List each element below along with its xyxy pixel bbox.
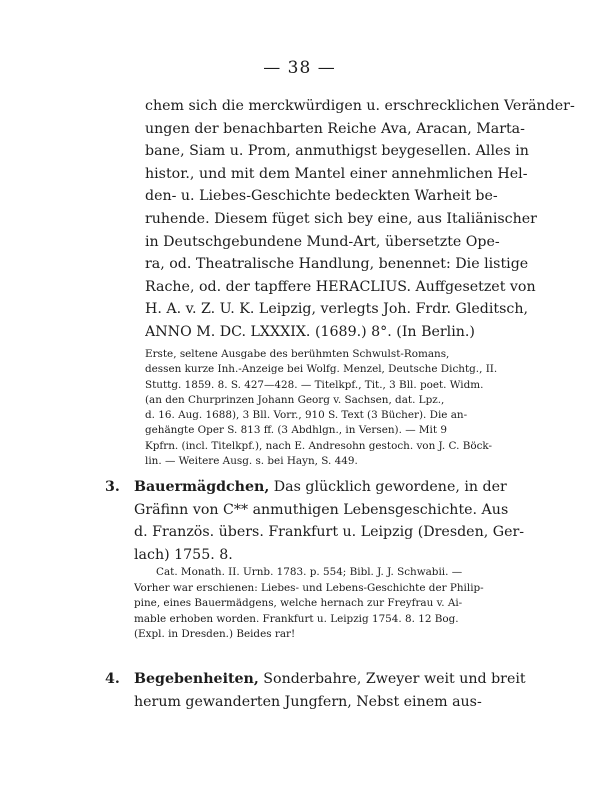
note-line: (Expl. in Dresden.) Beides rar!	[134, 628, 296, 641]
note-line: Vorher war erschienen: Liebes- und Lebens-Geschichte der Philip-	[134, 581, 484, 594]
note-line: gehängte Oper S. 813 ff. (3 Abdhlgn., in Versen). — Mit 9	[145, 424, 447, 437]
entry-line	[134, 668, 589, 691]
note-line: Stuttg. 1859. 8. S. 427—428. — Titelkpf., Tit., 3 Bll. poet. Widm.	[145, 378, 484, 391]
intro-line: bane, Siam u. Prom, anmuthigst beygesellen. Alles in	[145, 143, 529, 160]
entry-line: d. Französ. übers. Frankfurt u. Leipzig (Dresden, Ger-	[134, 524, 525, 541]
note-line: Kpfrn. (incl. Titelkpf.), nach E. Andresohn gestoch. von J. C. Böck-	[145, 439, 493, 452]
entry-line-text: Sonderbahre, Zweyer weit und breit	[258, 671, 526, 687]
note-line: (an den Churprinzen Johann Georg v. Sachsen, dat. Lpz.,	[145, 393, 445, 406]
entry-number: 4.	[105, 671, 120, 687]
entry-line-text: Das glücklich gewordene, in der	[269, 479, 507, 495]
entry-4-title	[134, 668, 589, 713]
intro-line: H. A. v. Z. U. K. Leipzig, verlegts Joh. Frdr. Gleditsch,	[145, 301, 528, 318]
note-line: lin. — Weitere Ausg. s. bei Hayn, S. 449.	[145, 455, 358, 468]
entry-3-title	[134, 476, 589, 566]
note-line: Cat. Monath. II. Urnb. 1783. p. 554; Bibl. J. J. Schwabii. —	[156, 566, 463, 578]
entry-line	[134, 476, 589, 499]
intro-note	[145, 347, 585, 469]
entry-line: lach) 1755. 8.	[134, 546, 233, 563]
intro-line: Rache, od. der tapffere HERACLIUS. Auffgesetzet von	[145, 278, 536, 295]
intro-line: chem sich die merckwürdigen u. erschrecklichen Veränder-	[145, 98, 575, 114]
intro-line: ruhende. Diesem füget sich bey eine, aus Italiänischer	[145, 210, 537, 227]
intro-paragraph	[145, 95, 585, 344]
intro-line: den- u. Liebes-Geschichte bedeckten Warheit be-	[145, 188, 498, 205]
entry-headword: Bauermägdchen,	[134, 479, 270, 495]
entry-3-note	[134, 565, 589, 643]
entry-number: 3.	[105, 479, 120, 495]
entry-line: herum gewanderten Jungfern, Nebst einem aus-	[134, 693, 482, 710]
note-line: mable erhoben worden. Frankfurt u. Leipzig 1754. 8. 12 Bog.	[134, 612, 459, 625]
intro-line: histor., und mit dem Mantel einer annehmlichen Hel-	[145, 165, 528, 182]
note-line: Erste, seltene Ausgabe des berühmten Schwulst-Romans,	[145, 348, 450, 360]
intro-line: in Deutschgebundene Mund-Art, übersetzte Ope-	[145, 233, 500, 250]
page-number: — 38 —	[263, 58, 336, 78]
intro-line: ra, od. Theatralische Handlung, benennet: Die listige	[145, 256, 529, 273]
intro-line: ungen der benachbarten Reiche Ava, Aracan, Marta-	[145, 120, 525, 137]
note-line: dessen kurze Inh.-Anzeige bei Wolfg. Menzel, Deutsche Dichtg., II.	[145, 363, 498, 376]
intro-line: ANNO M. DC. LXXXIX. (1689.) 8°. (In Berlin.)	[145, 323, 475, 340]
note-line: d. 16. Aug. 1688), 3 Bll. Vorr., 910 S. Text (3 Bücher). Die an-	[145, 409, 468, 422]
entry-headword: Begebenheiten,	[134, 671, 259, 687]
note-line: pine, eines Bauermädgens, welche hernach zur Freyfrau v. Ai-	[134, 597, 463, 610]
entry-line: Gräfinn von C** anmuthigen Lebensgeschichte. Aus	[134, 501, 509, 518]
